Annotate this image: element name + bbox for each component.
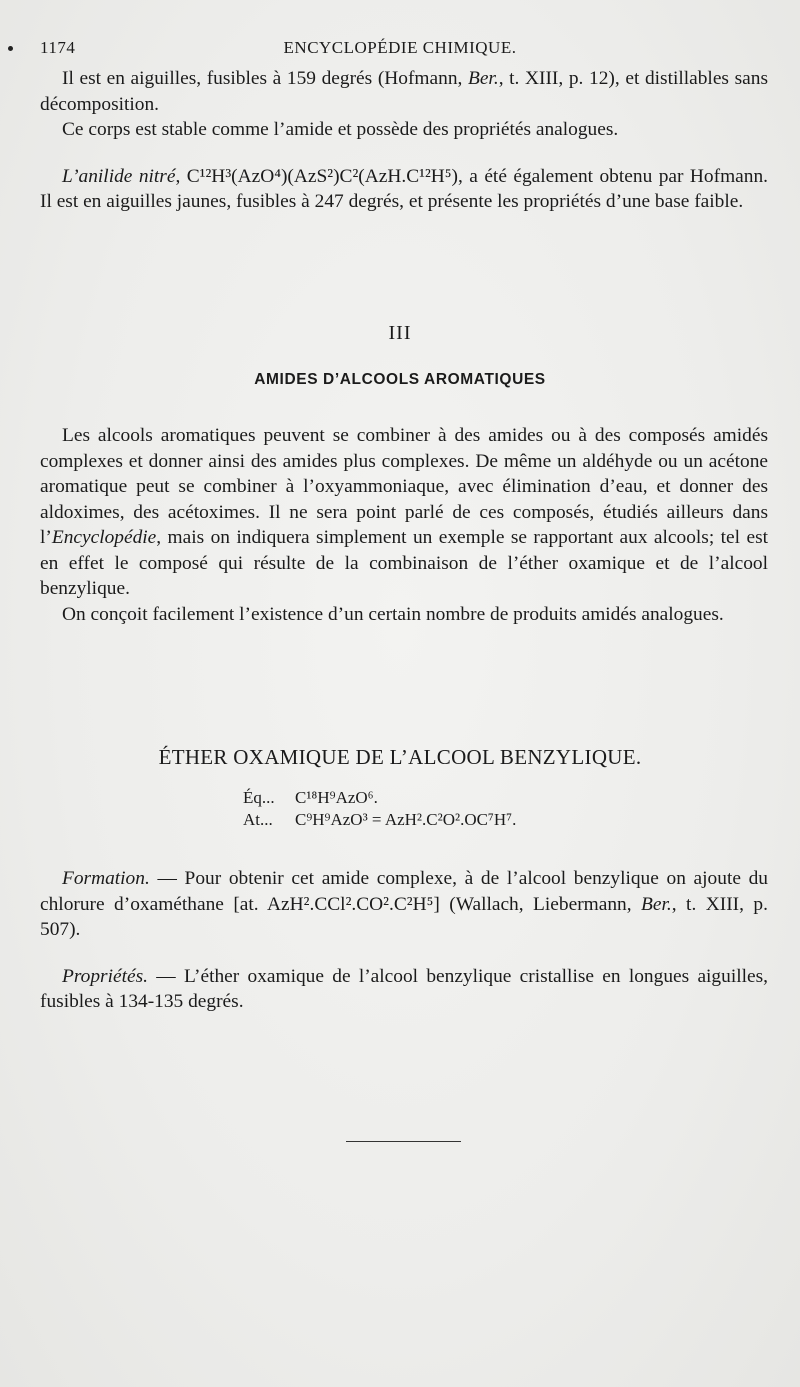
top-text-block — [40, 66, 768, 215]
article-text: L’ — [62, 165, 79, 187]
compound-name: anilide nitré — [78, 165, 176, 187]
section-number: III — [388, 322, 412, 344]
paragraph-fusibility — [40, 66, 768, 117]
section-title: AMIDES D’ALCOOLS AROMATIQUES — [254, 371, 546, 388]
paragraph-text: , t. XIII, p. 507). — [40, 893, 768, 940]
paragraph-aromatic-alcohols — [40, 423, 768, 602]
journal-abbrev: Ber. — [641, 893, 672, 915]
paragraph-properties — [40, 964, 768, 1015]
end-rule — [346, 1141, 461, 1142]
margin-mark — [8, 46, 13, 51]
paragraph-analogues: On conçoit facilement l’existence d’un certain nombre de produits amidés analogues. — [62, 603, 724, 625]
paragraph-text: , a été également obtenu par Hofmann. Il est en aiguilles jaunes, fusibles à 247 degrés, et présente les propriétés d’une base faible. — [40, 165, 768, 212]
formula-label: At... — [243, 810, 273, 829]
paragraph-label: Propriétés. — [62, 965, 148, 987]
running-header — [40, 38, 760, 62]
equivalent-formula-line — [243, 787, 516, 809]
formula-block — [243, 787, 516, 831]
paragraph-text: Il est en aiguilles, fusibles à 159 degrés (Hofmann, — [62, 68, 468, 89]
atomic-formula: C⁹H⁹AzO³ = AzH².C²O².OC⁷H⁷. — [295, 810, 517, 829]
running-title: ENCYCLOPÉDIE CHIMIQUE. — [283, 38, 517, 57]
equivalent-formula: C¹⁸H⁹AzO⁶. — [295, 788, 378, 807]
page-number: 1174 — [40, 38, 76, 57]
intro-text-block — [40, 423, 768, 627]
paragraph-text: , mais on indiquera simplement un exemple se rapportant aux alcools; tel est en effet le composé qui résulte de la combinaison de l’éther oxamique et de l’alcool benzylique. — [40, 527, 768, 599]
chemical-formula: C¹²H³(AzO⁴)(AzS²)C²(AzH.C¹²H⁵) — [186, 165, 458, 187]
paragraph-formation — [40, 866, 768, 943]
paragraph-text: — Pour obtenir cet amide complexe, à de l’alcool benzylique on ajoute du chlorure d’oxaméthane [at. AzH².CCl².CO².C²H⁵] (Wallach, Liebermann, — [40, 868, 768, 915]
journal-abbrev: Ber. — [467, 68, 499, 89]
details-text-block — [40, 866, 768, 1015]
paragraph-text: Les alcools aromatiques peuvent se combiner à des amides ou à des composés amidés complexes et donner ainsi des amides plus complexes. De même un aldéhyde ou un acétone aromatique peut se combiner à l’oxyammoniaque, avec élimination d’eau, et donner des aldoximes, des acétoximes. Il ne sera point parlé de ces composés, étudiés ailleurs dans l’ — [40, 425, 768, 548]
compound-title: ÉTHER OXAMIQUE DE L’ALCOOL BENZYLIQUE. — [158, 745, 642, 769]
work-title: Encyclopédie — [51, 527, 157, 548]
paragraph-text: , t. XIII, p. 12), et distillables sans décomposition. — [40, 68, 768, 115]
atomic-formula-line — [243, 809, 516, 831]
paragraph-text: — L’éther oxamique de l’alcool benzylique cristallise en longues aiguilles, fusibles à 134-135 degrés. — [40, 965, 768, 1012]
formula-label: Éq... — [243, 788, 275, 807]
paragraph-label: Formation. — [62, 868, 150, 889]
paragraph-stability: Ce corps est stable comme l’amide et possède des propriétés analogues. — [62, 119, 619, 140]
paragraph-nitro-anilide: L’anilide nitré, C¹²H³(AzO⁴)(AzS²)C²(AzH.C¹²H⁵), a été également obtenu par Hofmann. Il est en aiguilles jaunes, fusibles à 247 degrés, et présente les propriétés d’une base faible. — [40, 165, 768, 212]
